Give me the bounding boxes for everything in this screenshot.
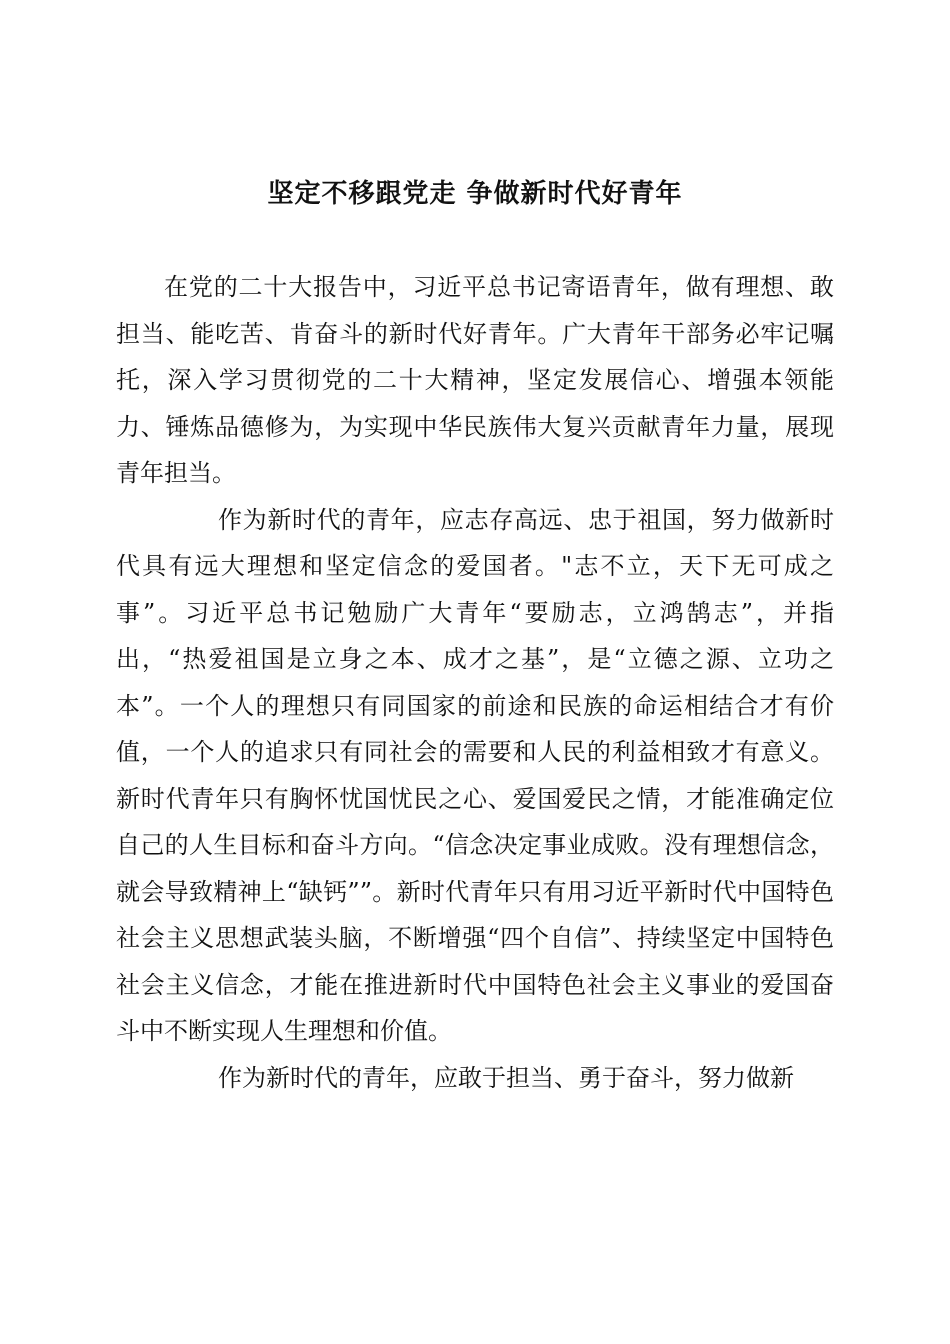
paragraph-3: 作为新时代的青年，应敢于担当、勇于奋斗，努力做新 — [218, 1063, 794, 1092]
paragraph-1: 在党的二十大报告中，习近平总书记寄语青年，做有理想、敢担当、能吃苦、肯奋斗的新时代好青年。广大青年干部务必牢记嘱托，深入学习贯彻党的二十大精神，坚定发展信心、增强本领能力、锤炼品德修为，为实现中华民族伟大复兴贡献青年力量，展现青年担当。 — [116, 273, 834, 487]
paragraph-2: 作为新时代的青年，应志存高远、忠于祖国，努力做新时代具有远大理想和坚定信念的爱国者。"志不立，天下无可成之事”。习近平总书记勉励广大青年“要励志，立鸿鹄志”，并指出，“热爱祖国是立身之本、成才之基”，是“立德之源、立功之本”。一个人的理想只有同国家的前途和民族的命运相结合才有价值，一个人的追求只有同社会的需要和人民的利益相致才有意义。新时代青年只有胸怀忧国忧民之心、爱国爱民之情，才能准确定位自己的人生目标和奋斗方向。“信念决定事业成败。没有理想信念，就会导致精神上“缺钙””。新时代青年只有用习近平新时代中国特色社会主义思想武装头脑，不断增强“四个自信”、持续坚定中国特色社会主义信念，才能在推进新时代中国特色社会主义事业的爱国奋斗中不断实现人生理想和价值。 — [116, 505, 834, 1045]
document-body — [116, 264, 834, 1101]
document-title: 坚定不移跟党走 争做新时代好青年 — [267, 179, 683, 209]
